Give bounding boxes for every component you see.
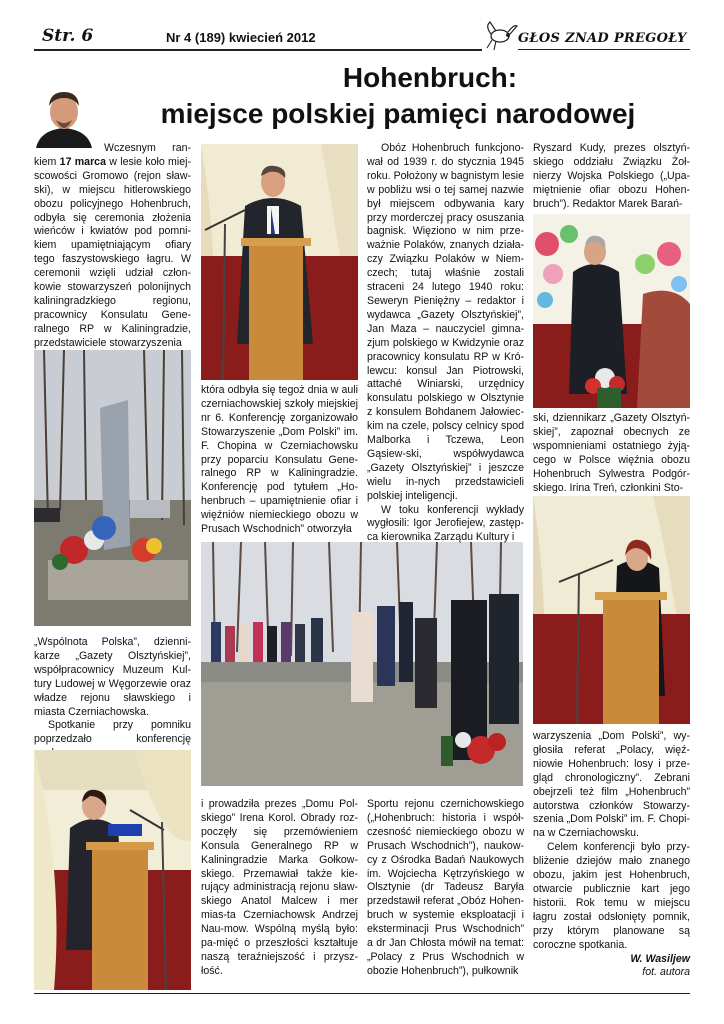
lead-text: w lesie koło miej-scowości Gromowo (rejon sław-ski), w miejscu hitlerowskiego obozu policyjnego Hohenbruch, odbyła się ceremonia złożenia wieńców i kwiatów pod pomni-kiem upamiętniającym ofiary tego faszystowskiego łagru. W ceremonii wzięli udział człon-kowie stowarzyszeń polonijnych kaliningradzkiego regionu, pracownicy Konsulatu Gene-ralnego RP w Kaliningradzie, przedstawiciele stowarzyszenia [34,155,191,349]
column-1-top [34,142,191,351]
column-3-bottom [367,798,524,979]
masthead-logo-icon [484,20,518,52]
article-title-line2: miejsce polskiej pamięci narodowej [160,98,636,129]
header-rule-left [34,49,482,51]
photo-credit: fot. autora [642,966,690,979]
header-rule-right [518,49,690,50]
page-number: Str. 6 [42,26,94,46]
column-1-bottom [34,636,191,761]
photo-monument [34,350,191,626]
photo-speaker-marek-baranski [533,214,690,408]
paragraph: ski, dziennikarz „Gazety Olsztyń-skiej”, zapoznał obecnych ze wspomnieniami ostatniego żyją-cego w Polsce więźnia obozu Hohenbruch Sylwestra Podgór-skiego. Irina Treń, członkini Sto- [533,412,690,494]
paragraph: „Wspólnota Polska”, dzienni-karze „Gazety Olsztyńskiej”, współpracownicy Muzeum Kul-tury Ludowej w Węgorzewie oraz władze rejonu sławskiego i miasta Czerniachowska. [34,636,191,718]
column-4-middle [533,412,690,495]
column-4-top [533,142,690,212]
column-2-top [201,384,358,537]
photo-speaker-consul [201,144,358,380]
paragraph: Sportu rejonu czernichowskiego („Hohenbruch: historia i współ-czesność niemieckiego obozu w Prusach Wschodnich”), naukow-cy z Ośrodka Badań Naukowych im. Wojciecha Kętrzyńskiego w Olsztynie (dr Tadeusz Baryła przedstawił referat „Obóz Hohen-bruch w systemie eksploatacji i eksterminacji Prus Wschodnich” a dr Jan Chłosta mówił na temat: „Polacy z Prus Wschodnich w obozie Hohenbruch”), pułkownik [367,798,524,977]
paragraph: Spotkanie przy pomniku poprzedzało konferencję [34,719,191,746]
column-2-bottom [201,798,358,979]
lead-date: 17 marca [59,155,106,168]
photo-speaker-irena-korol [34,750,191,990]
author-portrait [34,86,94,148]
photo-speaker-irina-tren [533,496,690,724]
author-signature: W. Wasiljew [630,952,690,965]
issue-info: Nr 4 (189) kwiecień 2012 [166,30,316,45]
paragraph: Celem konferencji było przy-bliżenie dziejów mało znanego obozu, jakim jest Hohenbruch, otwarcie publicznie kart jego historii. Rok temu w miejscu łagru został odsłonięty pomnik, przy którym planowane są coroczne spotkania. [533,841,690,951]
paragraph: warzyszenia „Dom Polski”, wy-głosiła referat „Polacy, więź-niowie Hohenbruch: losy i prze-gląd chronologiczny”. Zebrani obejrzeli też film „Hohenbruch” autorstwa członków Stowarzy-szenia „Dom Polski” im. F. Chopi-na w Czerniachowsku. [533,730,690,840]
lead-text-prefix: Wczesnym ran-kiem [34,142,191,168]
paragraph: i prowadziła prezes „Domu Pol-skiego” Irena Korol. Obrady roz-poczęły się przemówieniem Konsula Generalnego RP w Kaliningradzie Marka Gołkow-skiego. Przemawiał także kie-rujący administracją rejonu sław-skiego Anatol Malcew i mer mias-ta Czerniachowsk Andrzej Nau-mow. Wspólną myślą było: pa-mięć o przeszłości kształtuje naszą teraźniejszość i przysz-łość. [201,798,358,977]
paragraph: Ryszard Kudy, prezes olsztyń-skiego oddziału Związku Żoł-nierzy Wojska Polskiego („Upa-miętnienie ofiar obozu Hohen-bruch”). Redaktor Marek Barań- [533,142,690,210]
masthead-title: GŁOS ZNAD PREGOŁY [518,31,687,46]
column-3-top [367,142,524,545]
article-title-line1: Hohenbruch: [342,62,518,93]
paragraph: Obóz Hohenbruch funkcjono-wał od 1939 r. do stycznia 1945 roku. Położony w bagnistym lesie w pobliżu wsi o tej samej nazwie był miejscem odbywania kary przy morderczej pracy osuszania bagnisk. Więziono w nim prze-ważnie Polaków, znanych działa-czy Związku Polaków w Niem-czech; tutaj właśnie zostali straceni 24 lutego 1940 roku: Seweryn Pieniężny – redaktor i wydawca „Gazety Olsztyńskiej”, Jan Maza – nauczyciel gimna-zjum polskiego w Kwidzynie oraz pracownicy konsulatu RP w Kró-lewcu: konsul Jan Piotrowski, attaché Winiarski, urzędnicy konsulatu polskiego w Olsztynie z konsulem Bohdanem Jałowiec-kim na czele, polscy celnicy spod Malborka i Tczewa, Leon Gąsiew-ski, współwydawca „Gazety Olsztyńskiej” i jeszcze wielu in-nych przedstawicieli polskiej inteligencji. [367,142,524,502]
footer-rule [34,993,690,994]
photo-ceremony-forest [201,542,523,786]
paragraph: która odbyła się tegoż dnia w auli czerniachowskiej szkoły miejskiej nr 6. Konferencję zorganizowało Stowarzyszenie „Dom Polski” im. F. Chopina w Czerniachowsku przy poparciu Konsulatu Gene-ralnego RP w Kaliningradzie. Konferencję pod tytułem „Ho-henbruch – upamiętnienie ofiar i więźniów niemieckiego obozu w Prusach Wschodnich” otworzyła [201,384,358,536]
column-4-bottom [533,730,690,980]
paragraph: W toku konferencji wykłady wygłosili: Igor Jerofiejew, zastęp-ca kierownika Zarządu Kultury i [367,503,524,544]
